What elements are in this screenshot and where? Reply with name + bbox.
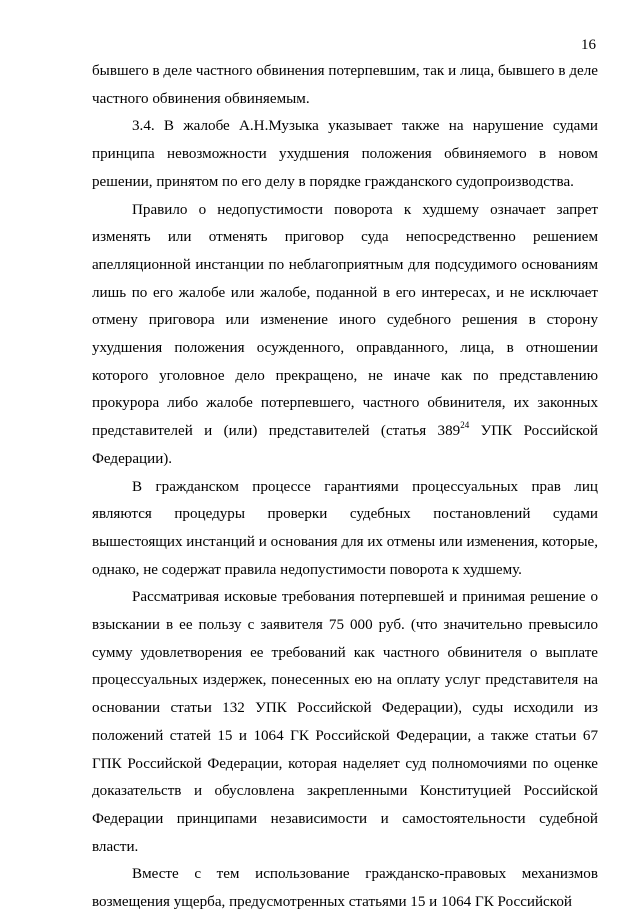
paragraph-1: бывшего в деле частного обвинения потерпевшим, так и лица, бывшего в деле частного обвинения обвиняемым. (92, 63, 598, 107)
paragraph-4: В гражданском процессе гарантиями процессуальных прав лиц являются процедуры проверки судебных постановлений судами вышестоящих инстанций и основания для их отмены или изменения, которые, однако, не содержат правила недопустимости поворота к худшему. (92, 478, 598, 578)
article-superscript: 24 (460, 420, 470, 431)
paragraph-3-text-end: УПК Российской Федерации). (92, 423, 598, 467)
paragraph-5: Рассматривая исковые требования потерпевшей и принимая решение о взыскании в ее пользу с заявителя 75 000 руб. (что значительно превысило сумму удовлетворения ее требований как частного обвинителя о выплате процессуальных издержек, понесенных ею на оплату услуг представителя на основании статьи 132 УПК Российской Федерации), суды исходили из положений статей 15 и 1064 ГК Российской Федерации, а также статьи 67 ГПК Российской Федерации, которая наделяет суд полномочиями по оценке доказательств и обусловлена закрепленными Конституцией Российской Федерации принципами независимости и самостоятельности судебной власти. (92, 589, 598, 855)
document-body (92, 58, 598, 917)
paragraph-6: Вместе с тем использование гражданско-правовых механизмов возмещения ущерба, предусмотренных статьями 15 и 1064 ГК Российской (92, 866, 598, 911)
paragraph-2: 3.4. В жалобе А.Н.Музыка указывает также на нарушение судами принципа невозможности ухудшения положения обвиняемого в новом решении, принятом по его делу в порядке гражданского судопроизводства. (92, 118, 598, 190)
paragraph-3-text: Правило о недопустимости поворота к худшему означает запрет изменять или отменять приговор суда непосредственно решением апелляционной инстанции по неблагоприятным для подсудимого основаниям лишь по его жалобе или жалобе, поданной в его интересах, и не исключает отмену приговора или изменение иного судебного решения в сторону ухудшения положения осужденного, оправданного, лица, в отношении которого уголовное дело прекращено, не иначе как по представлению прокурора либо жалобе потерпевшего, частного обвинителя, их законных представителей и (или) представителей (статья 389 (92, 201, 598, 440)
page-number: 16 (581, 37, 596, 53)
paragraph-3 (92, 197, 598, 474)
